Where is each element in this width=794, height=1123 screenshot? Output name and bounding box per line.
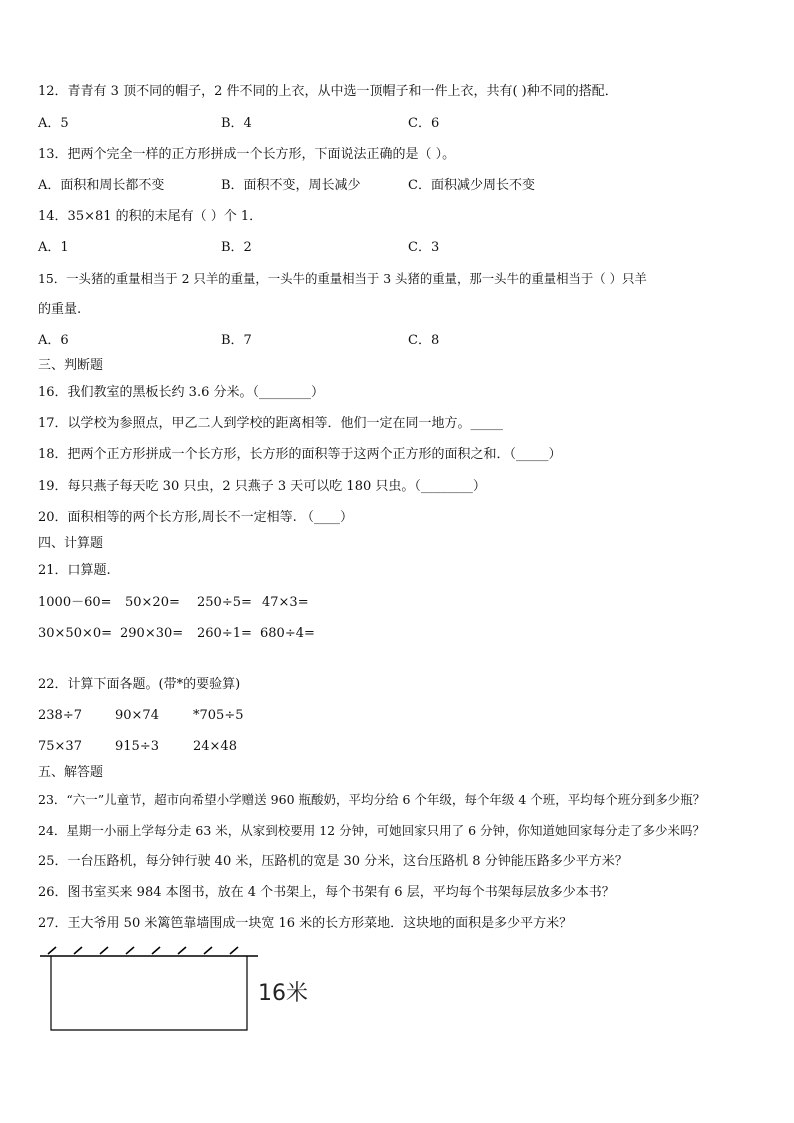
question-25: 25．一台压路机，每分钟行驶 40 米，压路机的宽是 30 分米，这台压路机 8 分钟能压路多少平方米？ [38, 854, 628, 869]
q13-option-b: B．面积不变，周长减少 [221, 178, 361, 193]
wall-hatch [126, 947, 134, 954]
q22-item: 75×37 [38, 739, 82, 754]
q15-option-a: A．6 [38, 333, 69, 348]
question-22-title: 22．计算下面各题。(带*的要验算) [38, 677, 241, 692]
wall-hatch [74, 947, 82, 954]
question-15-continued: 的重量. [38, 302, 82, 317]
q14-option-b: B．2 [221, 240, 252, 255]
question-16: 16．我们教室的黑板长约 3.6 分米。（________） [38, 385, 324, 400]
wall-hatch [48, 947, 56, 954]
question-14: 14．35×81 的积的末尾有（ ）个 1． [38, 209, 263, 224]
section-4-heading: 四、计算题 [38, 536, 104, 551]
question-15: 15．一头猪的重量相当于 2 只羊的重量，一头牛的重量相当于 3 头猪的重量，那一头牛的重量相当于（ ）只羊 [38, 271, 647, 286]
q14-option-a: A．1 [38, 240, 69, 255]
question-18: 18．把两个正方形拼成一个长方形，长方形的面积等于这两个正方形的面积之和．（_____） [38, 447, 562, 462]
question-26: 26．图书室买来 984 本图书，放在 4 个书架上，每个书架有 6 层，平均每个书架每层放多少本书？ [38, 885, 615, 900]
q12-option-c: C．6 [408, 116, 440, 131]
q21-item: 680÷4= [260, 626, 315, 641]
q21-item: 1000－60= [38, 595, 112, 610]
section-5-heading: 五、解答题 [38, 765, 104, 780]
question-24: 24．星期一小丽上学每分走 63 米，从家到校要用 12 分钟，可她回家只用了 6 分钟，你知道她回家每分走了多少米吗？ [38, 823, 706, 838]
question-13: 13．把两个完全一样的正方形拼成一个长方形，下面说法正确的是（ ）。 [38, 147, 456, 162]
q12-option-a: A．5 [38, 116, 69, 131]
garden-rectangle [51, 956, 247, 1030]
q21-item: 30×50×0= [38, 626, 113, 641]
q21-item: 290×30= [120, 626, 184, 641]
q22-item: 238÷7 [38, 708, 82, 723]
question-20: 20．面积相等的两个长方形,周长不一定相等. （____） [38, 510, 353, 525]
question-19: 19．每只燕子每天吃 30 只虫，2 只燕子 3 天可以吃 180 只虫。（________） [38, 479, 486, 494]
section-3-heading: 三、判断题 [38, 358, 104, 373]
width-label: 16米 [258, 981, 308, 1006]
q21-item: 250÷5= [197, 595, 252, 610]
q13-option-a: A．面积和周长都不变 [38, 178, 165, 193]
q14-option-c: C．3 [408, 240, 440, 255]
q15-option-b: B．7 [221, 333, 252, 348]
q21-item: 260÷1= [197, 626, 252, 641]
q15-option-c: C．8 [408, 333, 440, 348]
q13-option-c: C．面积减少周长不变 [408, 178, 535, 193]
q21-item: 47×3= [262, 595, 309, 610]
question-12: 12．青青有 3 顶不同的帽子，2 件不同的上衣，从中选一顶帽子和一件上衣，共有( )种不同的搭配． [38, 84, 618, 99]
garden-figure [38, 944, 338, 1044]
q22-item: 915÷3 [115, 739, 159, 754]
wall-hatch [152, 947, 160, 954]
q12-option-b: B．4 [221, 116, 252, 131]
q22-item: 90×74 [115, 708, 159, 723]
wall-hatch [178, 947, 186, 954]
q22-item: *705÷5 [193, 708, 244, 723]
q22-item: 24×48 [193, 739, 237, 754]
wall-hatch [100, 947, 108, 954]
question-17: 17．以学校为参照点，甲乙二人到学校的距离相等．他们一定在同一地方。_____ [38, 416, 504, 431]
question-21-title: 21．口算题. [38, 563, 111, 578]
question-23: 23．“六一”儿童节，超市向希望小学赠送 960 瓶酸奶，平均分给 6 个年级，每个年级 4 个班，平均每个班分到多少瓶？ [38, 792, 706, 807]
q21-item: 50×20= [125, 595, 180, 610]
question-27: 27．王大爷用 50 米篱笆靠墙围成一块宽 16 米的长方形菜地．这块地的面积是多少平方米？ [38, 916, 573, 931]
garden-diagram [38, 944, 258, 1034]
wall-hatch [230, 947, 238, 954]
wall-hatch [204, 947, 212, 954]
